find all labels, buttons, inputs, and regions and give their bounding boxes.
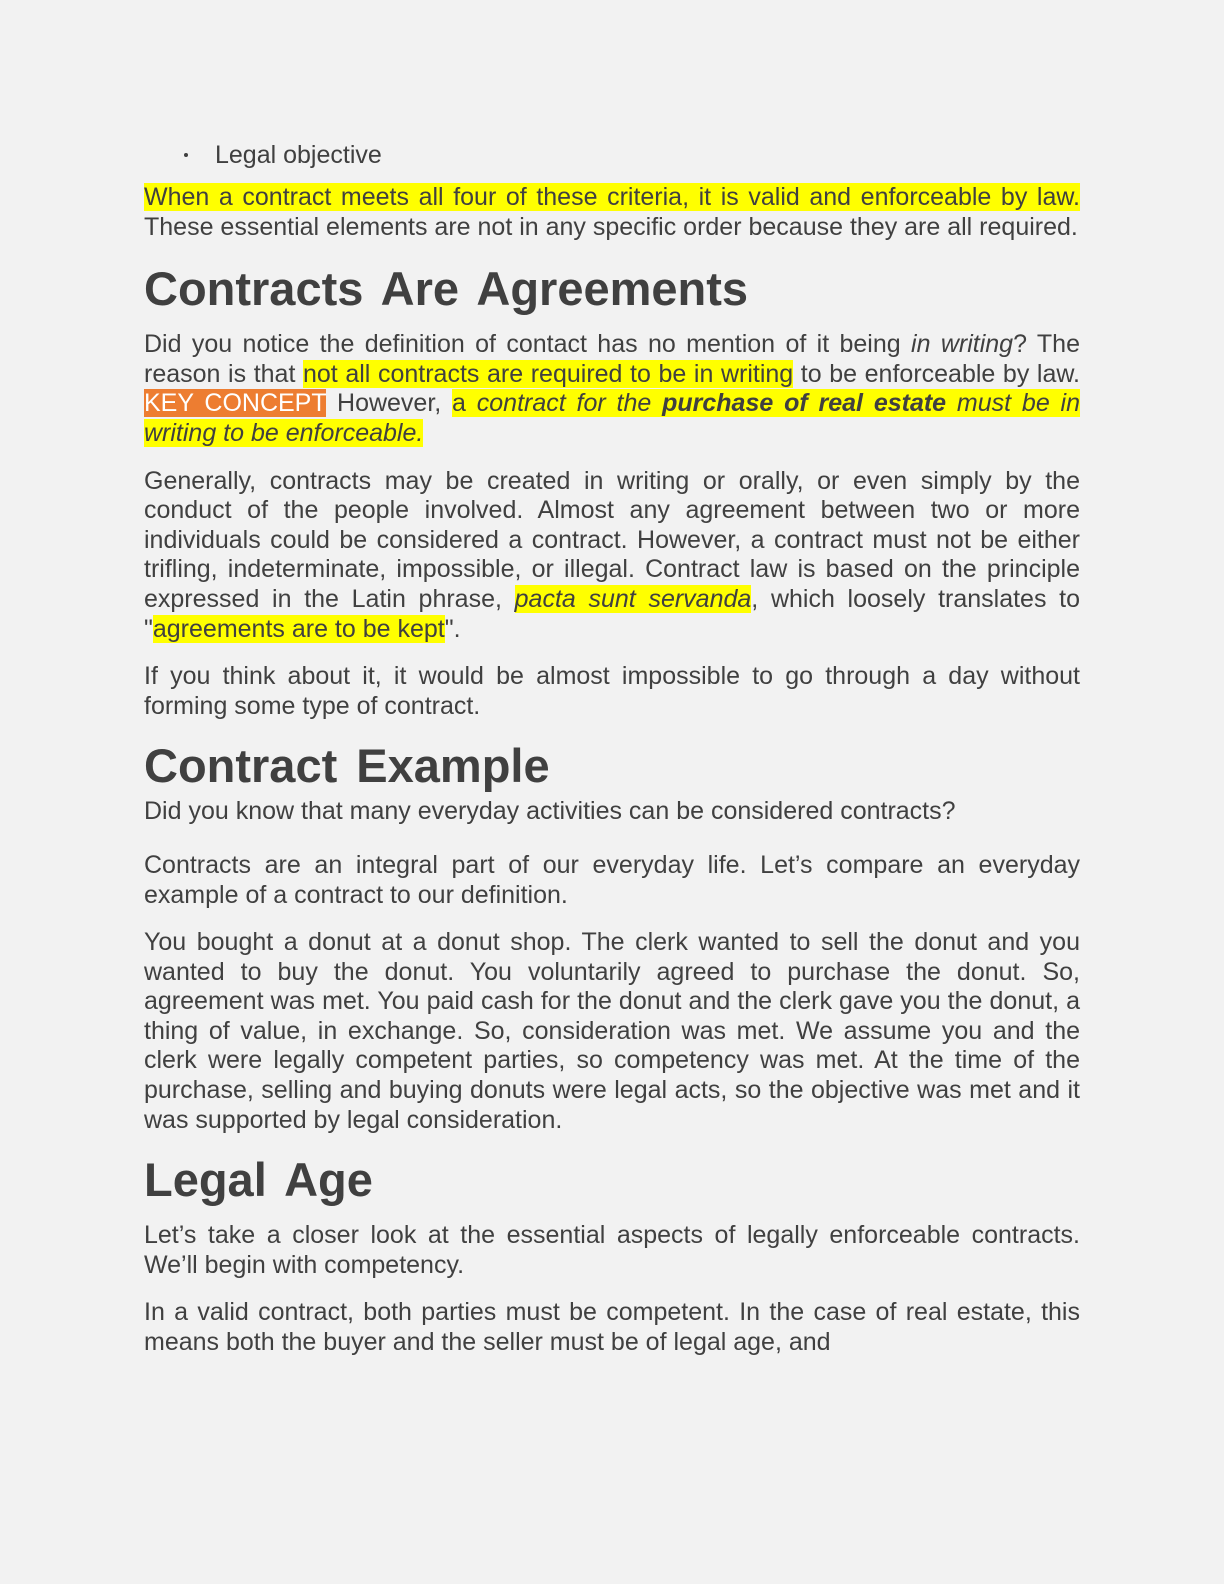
paragraph-text: Generally, contracts may be created in writing or orally, or even simply by the conduct of the people involved. Almost any agreement between two or more individuals could be considered a contract. However, a contract must not be either trifling, indeterminate, impossible, or illegal. Contract law is based on the principle expressed in the Latin phrase, [144, 466, 1080, 613]
heading-contracts-are-agreements: Contracts Are Agreements [144, 262, 749, 316]
paragraph-donut: You bought a donut at a donut shop. The clerk wanted to sell the donut and you wanted to buy the donut. You voluntarily agreed to purchase the donut. So, agreement was met. You paid cash for the donut and the clerk gave you the donut, a thing of value, in exchange. So, consideration was met. We assume you and the clerk were legally competent parties, so competency was met. At the time of the purchase, selling and buying donuts were legal acts, so the objective was met and it was supported by legal consideration. [144, 928, 1080, 1134]
paragraph-text: However, [326, 389, 453, 418]
bold-italic-text: purchase of real estate [662, 389, 947, 418]
bullet-text: Legal objective [215, 141, 382, 169]
highlight-latin-phrase: pacta sunt servanda [514, 584, 752, 613]
heading-contract-example: Contract Example [144, 739, 550, 793]
paragraph-text: ? The reason is that [144, 330, 1080, 388]
italic-text: must be in writing to be enforceable. [144, 389, 1081, 447]
paragraph-text: to be enforceable by law. [793, 359, 1080, 388]
bullet-icon [184, 153, 188, 157]
paragraph-think: If you think about it, it would be almost impossible to go through a day without forming some type of contract. [144, 662, 1080, 720]
paragraph-text: ". [444, 614, 461, 643]
paragraph-valid: In a valid contract, both parties must be competent. In the case of real estate, this means both the buyer and the seller must be of legal age, and [144, 1298, 1080, 1357]
highlight-text: a [452, 389, 477, 418]
italic-text: contract for the [476, 389, 663, 418]
paragraph-know: Did you know that many everyday activities can be considered contracts? [144, 797, 956, 826]
highlight-text: not all contracts are required to be in writing [303, 359, 794, 388]
key-concept-badge: KEY CONCEPT [144, 389, 327, 418]
paragraph-text: These essential elements are not in any specific order because they are all required. [144, 212, 1078, 241]
heading-legal-age: Legal Age [144, 1153, 373, 1207]
paragraph-closer: Let’s take a closer look at the essential aspects of legally enforceable contracts. We’ll begin with competency. [144, 1221, 1080, 1279]
italic-text: in writing [911, 330, 1014, 359]
paragraph-criteria [144, 183, 1080, 242]
paragraph-integral: Contracts are an integral part of our everyday life. Let’s compare an everyday example of a contract to our definition. [144, 850, 1080, 909]
paragraph-text: Did you notice the definition of contact has no mention of it being [144, 330, 912, 359]
bullet-item [144, 140, 1080, 170]
document-page [144, 140, 1080, 1376]
highlight-text: When a contract meets all four of these criteria, it is valid and enforceable by law. [144, 183, 1080, 211]
paragraph-text: , which loosely translates to " [144, 584, 1080, 643]
paragraph-generally [144, 467, 1080, 645]
paragraph-writing [144, 330, 1080, 448]
highlight-text: agreements are to be kept [152, 614, 445, 643]
